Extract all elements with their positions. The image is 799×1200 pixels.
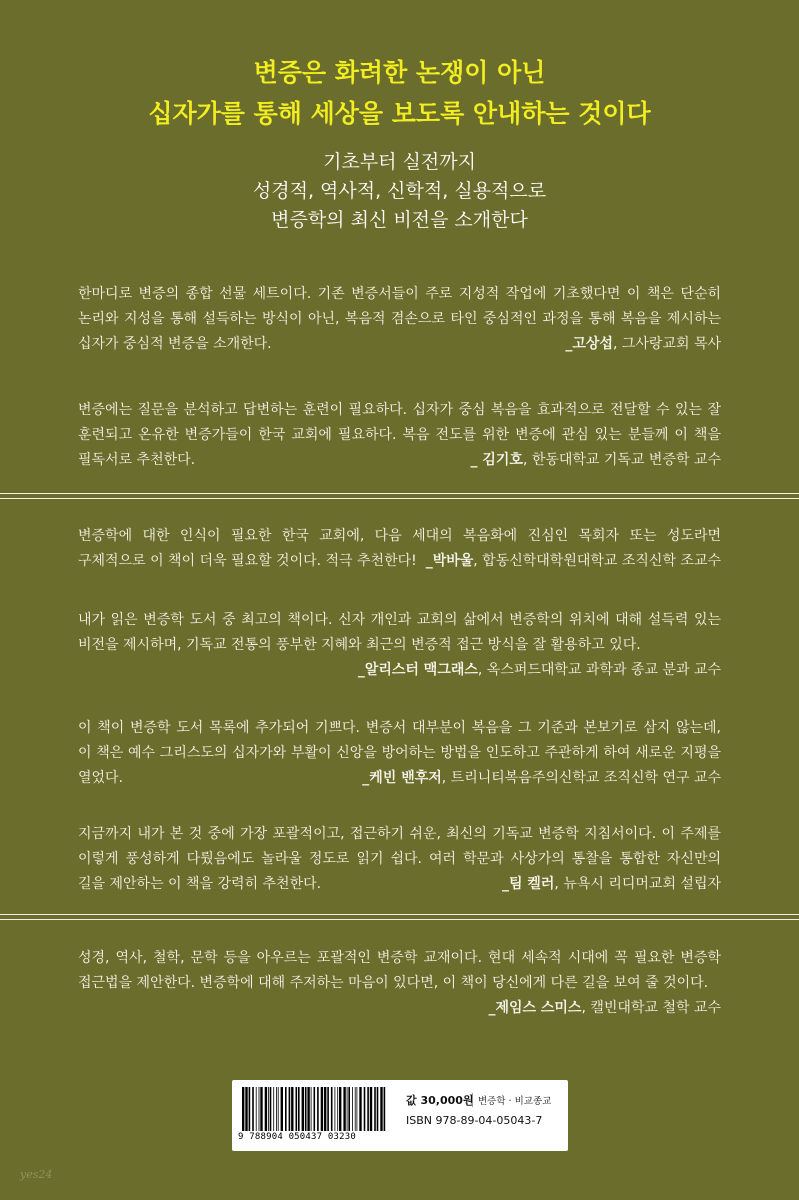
recommendation-3 <box>78 524 721 574</box>
barcode-stripe <box>335 1087 336 1131</box>
barcode-stripe <box>314 1087 316 1131</box>
barcode-box <box>232 1080 568 1151</box>
barcode-stripe <box>355 1087 356 1131</box>
recommender-name: _팀 켈러 <box>501 876 555 892</box>
barcode-stripe <box>265 1087 267 1131</box>
barcode-stripe <box>339 1087 341 1131</box>
barcode-stripe <box>347 1087 348 1131</box>
watermark: yes24 <box>20 1168 53 1181</box>
recommendation-text: 지금까지 내가 본 것 중에 가장 포괄적이고, 접근하기 쉬운, 최신의 기독교 변증학 지침서이다. 이 주제를 이렇게 풍성하게 다뤘음에도 놀라울 정도로 읽기 쉽다. 여러 학문과 사상가의 통찰을 통합한 자신만의 길을 제안하는 이 책을 강력히 추천한다. <box>78 826 721 892</box>
barcode-stripe <box>249 1087 251 1131</box>
recommender-role: , 합동신학대학원대학교 조직신학 조교수 <box>473 553 721 569</box>
barcode-stripe <box>278 1087 279 1131</box>
barcode-stripe <box>252 1087 254 1131</box>
barcode-stripe <box>367 1087 369 1131</box>
barcode-stripe <box>377 1087 379 1131</box>
barcode-stripe <box>302 1087 304 1131</box>
recommender-name: _알리스터 맥그래스 <box>357 662 478 678</box>
barcode-icon <box>240 1087 390 1131</box>
barcode-stripe <box>259 1087 260 1131</box>
barcode-stripe <box>324 1087 326 1131</box>
recommender-role: , 옥스퍼드대학교 과학과 종교 분과 교수 <box>477 662 721 678</box>
barcode-stripe <box>291 1087 293 1131</box>
barcode-stripe <box>307 1087 309 1131</box>
barcode-stripe <box>298 1087 300 1131</box>
recommendation-text: 변증학에 대한 인식이 필요한 한국 교회에, 다음 세대의 복음화에 진심인 목회자 또는 성도라면 구체적으로 이 책이 더욱 필요할 것이다. 적극 추천한다! <box>78 528 721 569</box>
barcode-stripe <box>343 1087 345 1131</box>
recommendation-5 <box>78 716 721 791</box>
recommender-name: _제임스 스미스 <box>488 1000 582 1016</box>
recommender-name: _고상섭 <box>565 336 613 352</box>
category: 변증학 · 비교종교 <box>472 1093 551 1107</box>
barcode-stripe <box>281 1087 283 1131</box>
recommender-role: , 캘빈대학교 철학 교수 <box>581 1000 721 1016</box>
recommendation-1 <box>78 282 721 357</box>
barcode-stripe <box>374 1087 376 1131</box>
barcode-digits: 9 788904 050437 03230 <box>238 1132 356 1142</box>
barcode-stripe <box>317 1087 319 1131</box>
divider <box>0 914 799 920</box>
recommender-role: , 뉴욕시 리디머교회 설립자 <box>554 876 721 892</box>
barcode-stripe <box>296 1087 298 1131</box>
recommender-role: , 트리니티복음주의신학교 조직신학 연구 교수 <box>441 770 721 786</box>
barcode-stripe <box>245 1087 247 1131</box>
barcode-stripe <box>331 1087 333 1131</box>
recommendation-signature <box>426 549 721 574</box>
recommendation-2 <box>78 398 721 473</box>
recommendation-6 <box>78 822 721 897</box>
headline-line-2: 십자가를 통해 세상을 보도록 안내하는 것이다 <box>148 99 651 128</box>
recommendation-signature <box>565 332 721 357</box>
recommender-role: , 한동대학교 기독교 변증학 교수 <box>522 452 721 468</box>
barcode-stripe <box>348 1087 350 1131</box>
barcode-stripe <box>289 1087 291 1131</box>
barcode-stripe <box>359 1087 361 1131</box>
barcode-stripe <box>285 1087 287 1131</box>
headline-line-1: 변증은 화려한 논쟁이 아닌 <box>253 58 546 87</box>
barcode-stripe <box>305 1087 307 1131</box>
barcode-stripe <box>364 1087 366 1131</box>
recommendation-4 <box>78 608 721 683</box>
recommendation-signature <box>488 996 721 1021</box>
subheading-line-1: 기초부터 실전까지 <box>323 151 476 173</box>
barcode-stripe <box>260 1087 262 1131</box>
recommendation-text: 변증에는 질문을 분석하고 답변하는 훈련이 필요하다. 십자가 중심 복음을 효과적으로 전달할 수 있는 잘 훈련되고 온유한 변증가들이 한국 교회에 필요하다. 복음 전도를 위한 변증에 관심 있는 분들께 이 책을 필독서로 추천한다. <box>78 402 721 468</box>
recommendation-signature <box>358 658 721 683</box>
barcode-stripe <box>370 1087 372 1131</box>
divider <box>0 493 799 499</box>
recommender-name: _박바울 <box>425 553 474 569</box>
headline <box>0 52 799 134</box>
barcode-stripe <box>242 1087 244 1131</box>
recommender-role: , 그사랑교회 목사 <box>612 336 721 352</box>
recommendation-text: 성경, 역사, 철학, 문학 등을 아우르는 포괄적인 변증학 교재이다. 현대 세속적 시대에 꼭 필요한 변증학 접근법을 제안한다. 변증학에 대해 주저하는 마음이 있다면, 이 책이 당신에게 다른 길을 보여 줄 것이다. <box>78 950 721 991</box>
recommendation-text: 이 책이 변증학 도서 목록에 추가되어 기쁘다. 변증서 대부분이 복음을 그 기준과 본보기로 삼지 않는데, 이 책은 예수 그리스도의 십자가와 부활이 신앙을 방어하는 방법을 인도하고 주관하게 하여 새로운 지평을 열었다. <box>78 720 721 786</box>
barcode-stripe <box>256 1087 257 1131</box>
barcode-stripe <box>270 1087 272 1131</box>
recommendation-signature <box>470 448 721 473</box>
recommendation-text: 내가 읽은 변증학 도서 중 최고의 책이다. 신자 개인과 교회의 삶에서 변증학의 위치에 대해 설득력 있는 비전을 제시하며, 기독교 전통의 풍부한 지혜와 최근의 변증적 접근 방식을 잘 활용하고 있다. <box>78 612 721 653</box>
subheading-line-3: 변증학의 최신 비전을 소개한다 <box>271 209 528 231</box>
barcode-stripe <box>268 1087 269 1131</box>
recommender-name: _ 김기호 <box>470 452 523 468</box>
barcode-stripe <box>357 1087 358 1131</box>
barcode-stripe <box>311 1087 312 1131</box>
price: 값 30,000원 <box>406 1094 474 1107</box>
barcode-stripe <box>352 1087 353 1131</box>
subheading-line-2: 성경적, 역사적, 신학적, 실용적으로 <box>252 180 547 202</box>
recommendation-signature <box>362 766 721 791</box>
barcode-stripe <box>337 1087 338 1131</box>
barcode-stripe <box>276 1087 277 1131</box>
recommendation-signature <box>502 872 721 897</box>
recommendation-text: 한마디로 변증의 종합 선물 세트이다. 기존 변증서들이 주로 지성적 작업에 기초했다면 이 책은 단순히 논리와 지성을 통해 설득하는 방식이 아닌, 복음적 겸손으로 타인 중심적인 과정을 통해 복음을 제시하는 십자가 중심적 변증을 소개한다. <box>78 286 721 352</box>
barcode-stripe <box>380 1087 382 1131</box>
barcode-stripe <box>273 1087 274 1131</box>
recommendation-7 <box>78 946 721 1021</box>
isbn: ISBN 978-89-04-05043-7 <box>406 1114 543 1127</box>
barcode-stripe <box>384 1087 386 1131</box>
recommender-name: _케빈 밴후저 <box>362 770 442 786</box>
barcode-stripe <box>321 1087 323 1131</box>
subheading <box>0 148 799 235</box>
barcode-stripe <box>327 1087 329 1131</box>
